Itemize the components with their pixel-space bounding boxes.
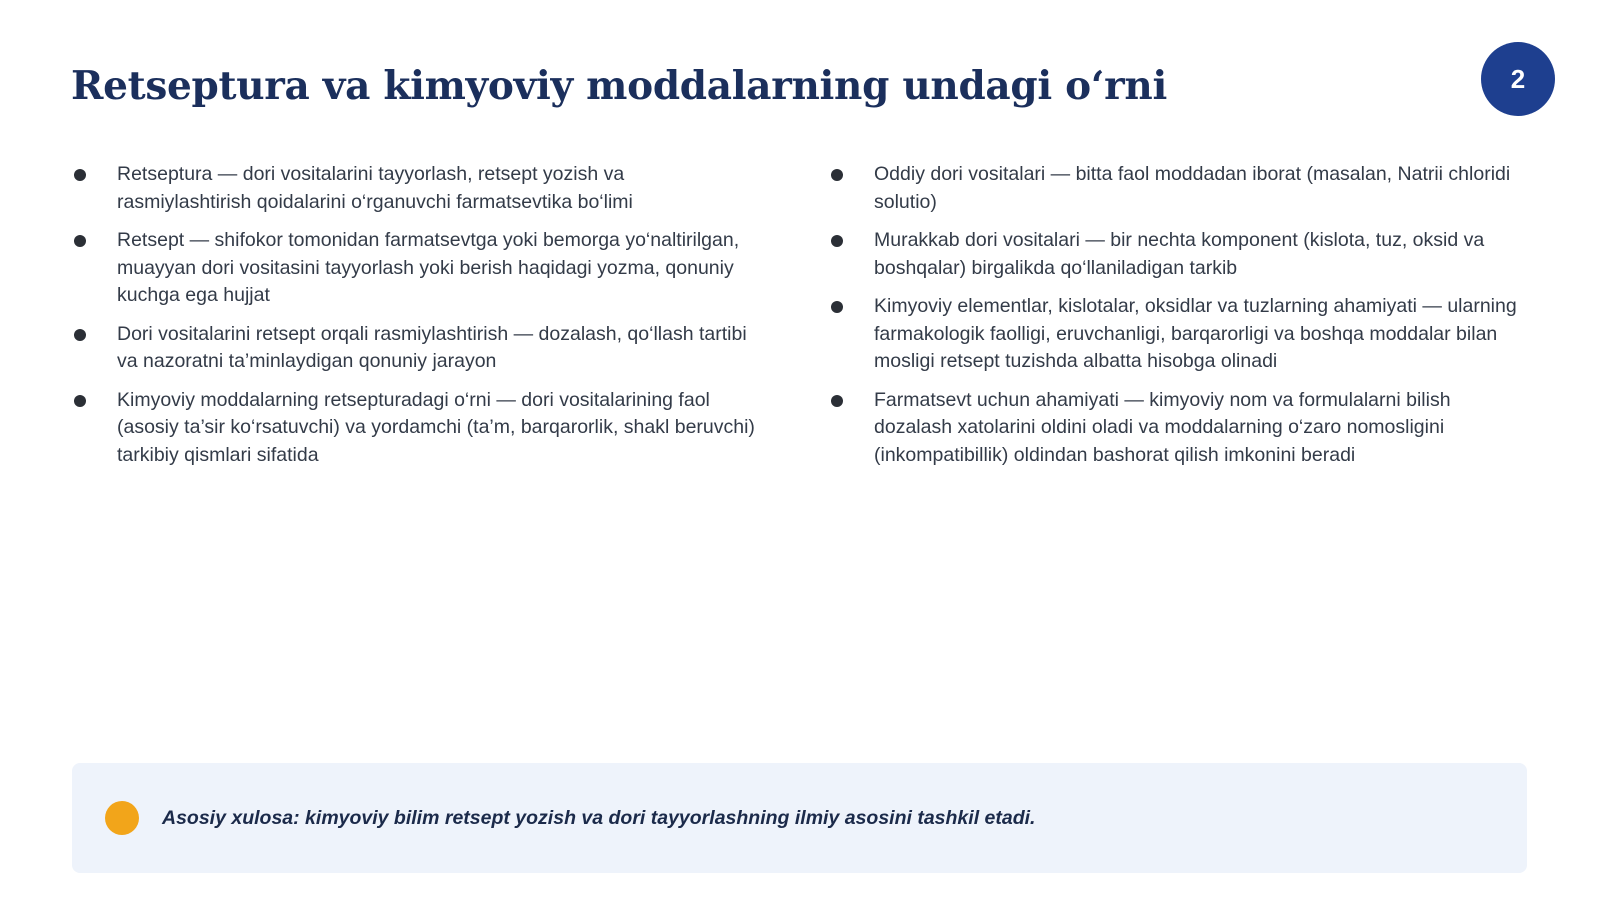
bullet-icon [831, 169, 843, 181]
bullet-icon [831, 395, 843, 407]
list-item [71, 387, 761, 470]
list-item [71, 227, 761, 310]
summary-box [72, 763, 1527, 873]
bullet-icon [74, 395, 86, 407]
left-bullet-list [71, 161, 761, 480]
list-item [828, 161, 1528, 216]
list-item [71, 321, 761, 376]
list-item-text: Retsept — shifokor tomonidan farmatsevtga yoki bemorga yo‘naltirilgan, muayyan dori vositasini tayyorlash yoki berish haqidagi yozma, qonuniy kuchga ega hujjat [117, 229, 740, 306]
list-item-text: Oddiy dori vositalari — bitta faol moddadan iborat (masalan, Natrii chloridi solutio) [874, 163, 1511, 213]
page-number-badge: 2 [1481, 42, 1555, 116]
list-item [828, 227, 1528, 282]
orange-dot-icon [105, 801, 139, 835]
list-item-text: Kimyoviy elementlar, kislotalar, oksidlar va tuzlarning ahamiyati — ularning farmakologik faolligi, eruvchanligi, barqarorligi va boshqa moddalar bilan mosligi retsept tuzishda albatta hisobga olinadi [874, 295, 1517, 372]
right-bullet-list [828, 161, 1528, 480]
list-item-text: Murakkab dori vositalari — bir nechta komponent (kislota, tuz, oksid va boshqalar) birgalikda qo‘llaniladigan tarkib [874, 229, 1485, 279]
list-item-text: Kimyoviy moddalarning retsepturadagi o‘rni — dori vositalarining faol (asosiy ta’sir ko‘rsatuvchi) va yordamchi (ta’m, barqarorlik, shakl beruvchi) tarkibiy qismlari sifatida [117, 388, 755, 466]
list-item [828, 293, 1528, 376]
bullet-icon [74, 329, 86, 341]
list-item [71, 161, 761, 216]
page-title: Retseptura va kimyoviy moddalarning undagi o‘rni [71, 63, 1167, 109]
summary-text: Asosiy xulosa: kimyoviy bilim retsept yozish va dori tayyorlashning ilmiy asosini tashkil etadi. [162, 807, 1036, 829]
list-item-text: Retseptura — dori vositalarini tayyorlash, retsept yozish va rasmiylashtirish qoidalarini o‘rganuvchi farmatsevtika bo‘limi [117, 163, 633, 213]
bullet-icon [831, 235, 843, 247]
list-item-text: Farmatsevt uchun ahamiyati — kimyoviy nom va formulalarni bilish dozalash xatolarini oldini oladi va moddalarning o‘zaro nomosligini (inkompatibillik) oldindan bashorat qilish imkonini beradi [874, 388, 1451, 466]
list-item [828, 387, 1528, 470]
bullet-icon [74, 169, 86, 181]
bullet-icon [831, 301, 843, 313]
bullet-icon [74, 235, 86, 247]
list-item-text: Dori vositalarini retsept orqali rasmiylashtirish — dozalash, qo‘llash tartibi va nazoratni ta’minlaydigan qonuniy jarayon [117, 322, 747, 372]
